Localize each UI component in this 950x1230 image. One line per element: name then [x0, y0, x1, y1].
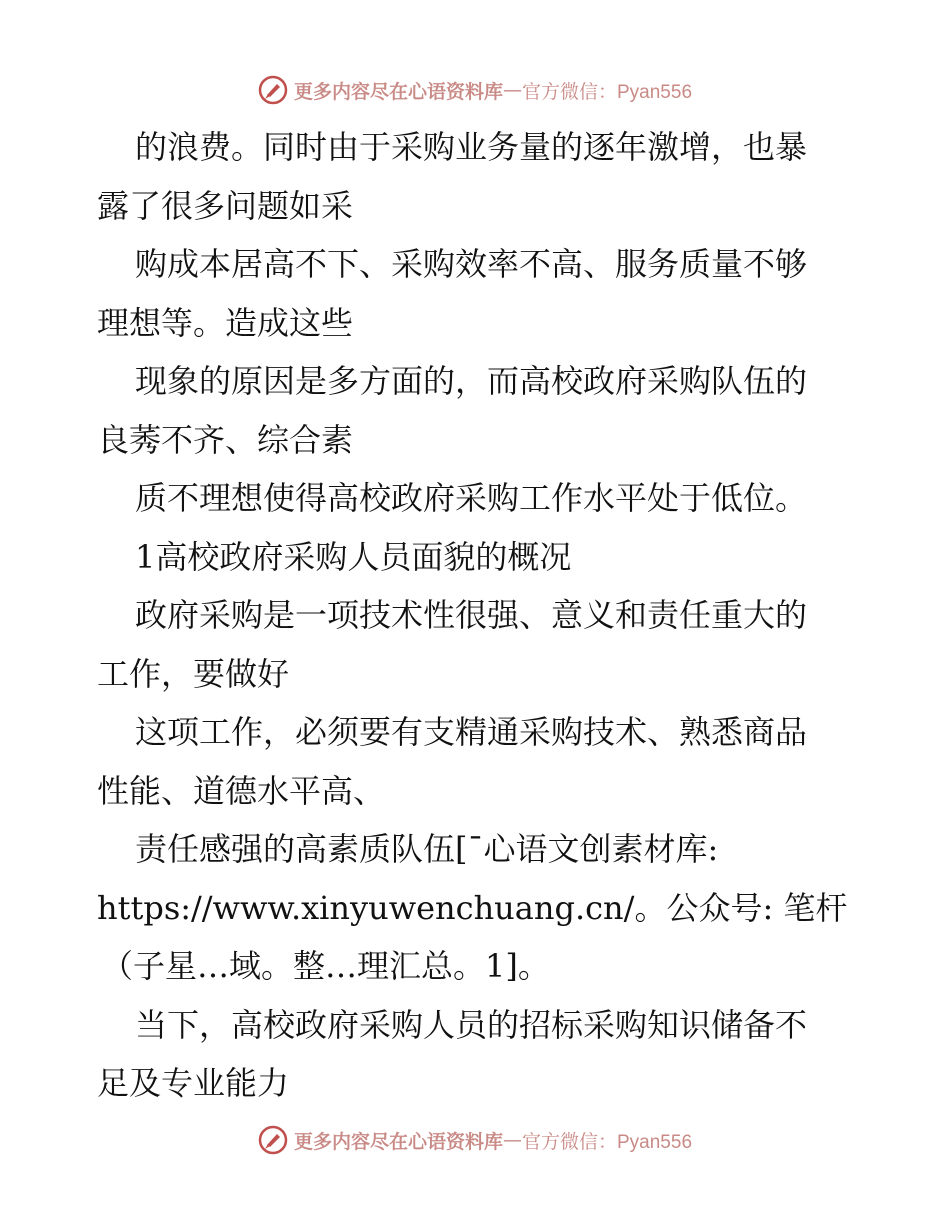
text-line: 现象的原因是多方面的，而高校政府采购队伍的	[135, 362, 808, 400]
text-line: 良莠不齐、综合素	[97, 420, 354, 459]
text-line: 露了很多问题如采	[97, 186, 354, 225]
section-heading: 1高校政府采购人员面貌的概况	[135, 537, 572, 576]
text-line: 工作，要做好	[97, 654, 290, 693]
document-body	[97, 118, 857, 1113]
brand-logo-icon	[258, 1125, 288, 1155]
footer-banner	[0, 1122, 950, 1158]
text-line: 责任感强的高素质队伍[¯心语文创素材库:	[135, 830, 719, 868]
text-line: 这项工作，必须要有支精通采购技术、熟悉商品	[135, 713, 808, 751]
banner-site-name: 更多内容尽在心语资料库	[293, 80, 503, 103]
text-line: 的浪费。同时由于采购业务量的逐年激增，也暴	[135, 128, 808, 166]
brand-logo-icon	[258, 75, 288, 105]
text-line: 购成本居高不下、采购效率不高、服务质量不够	[135, 245, 808, 283]
banner-wechat-handle: 官方微信：Pyan556	[522, 81, 693, 103]
text-line: 理想等。造成这些	[97, 303, 354, 342]
banner-separator: —	[503, 1129, 522, 1151]
text-line: 政府采购是一项技术性很强、意义和责任重大的	[135, 596, 808, 634]
text-line: 当下，高校政府采购人员的招标采购知识储备不	[135, 1005, 808, 1044]
text-line: （子星…域。整…理汇总。1]。	[101, 947, 550, 985]
banner-separator: —	[503, 79, 522, 101]
header-banner	[0, 72, 950, 108]
text-line: 性能、道德水平高、	[97, 771, 386, 810]
banner-wechat-handle: 官方微信：Pyan556	[522, 1131, 693, 1153]
text-line: 质不理想使得高校政府采购工作水平处于低位。	[135, 479, 808, 517]
text-line: https://www.xinyuwenchuang.cn/。公众号: 笔杆	[97, 888, 848, 927]
banner-site-name: 更多内容尽在心语资料库	[293, 1130, 503, 1153]
text-line: 足及专业能力	[97, 1064, 290, 1102]
